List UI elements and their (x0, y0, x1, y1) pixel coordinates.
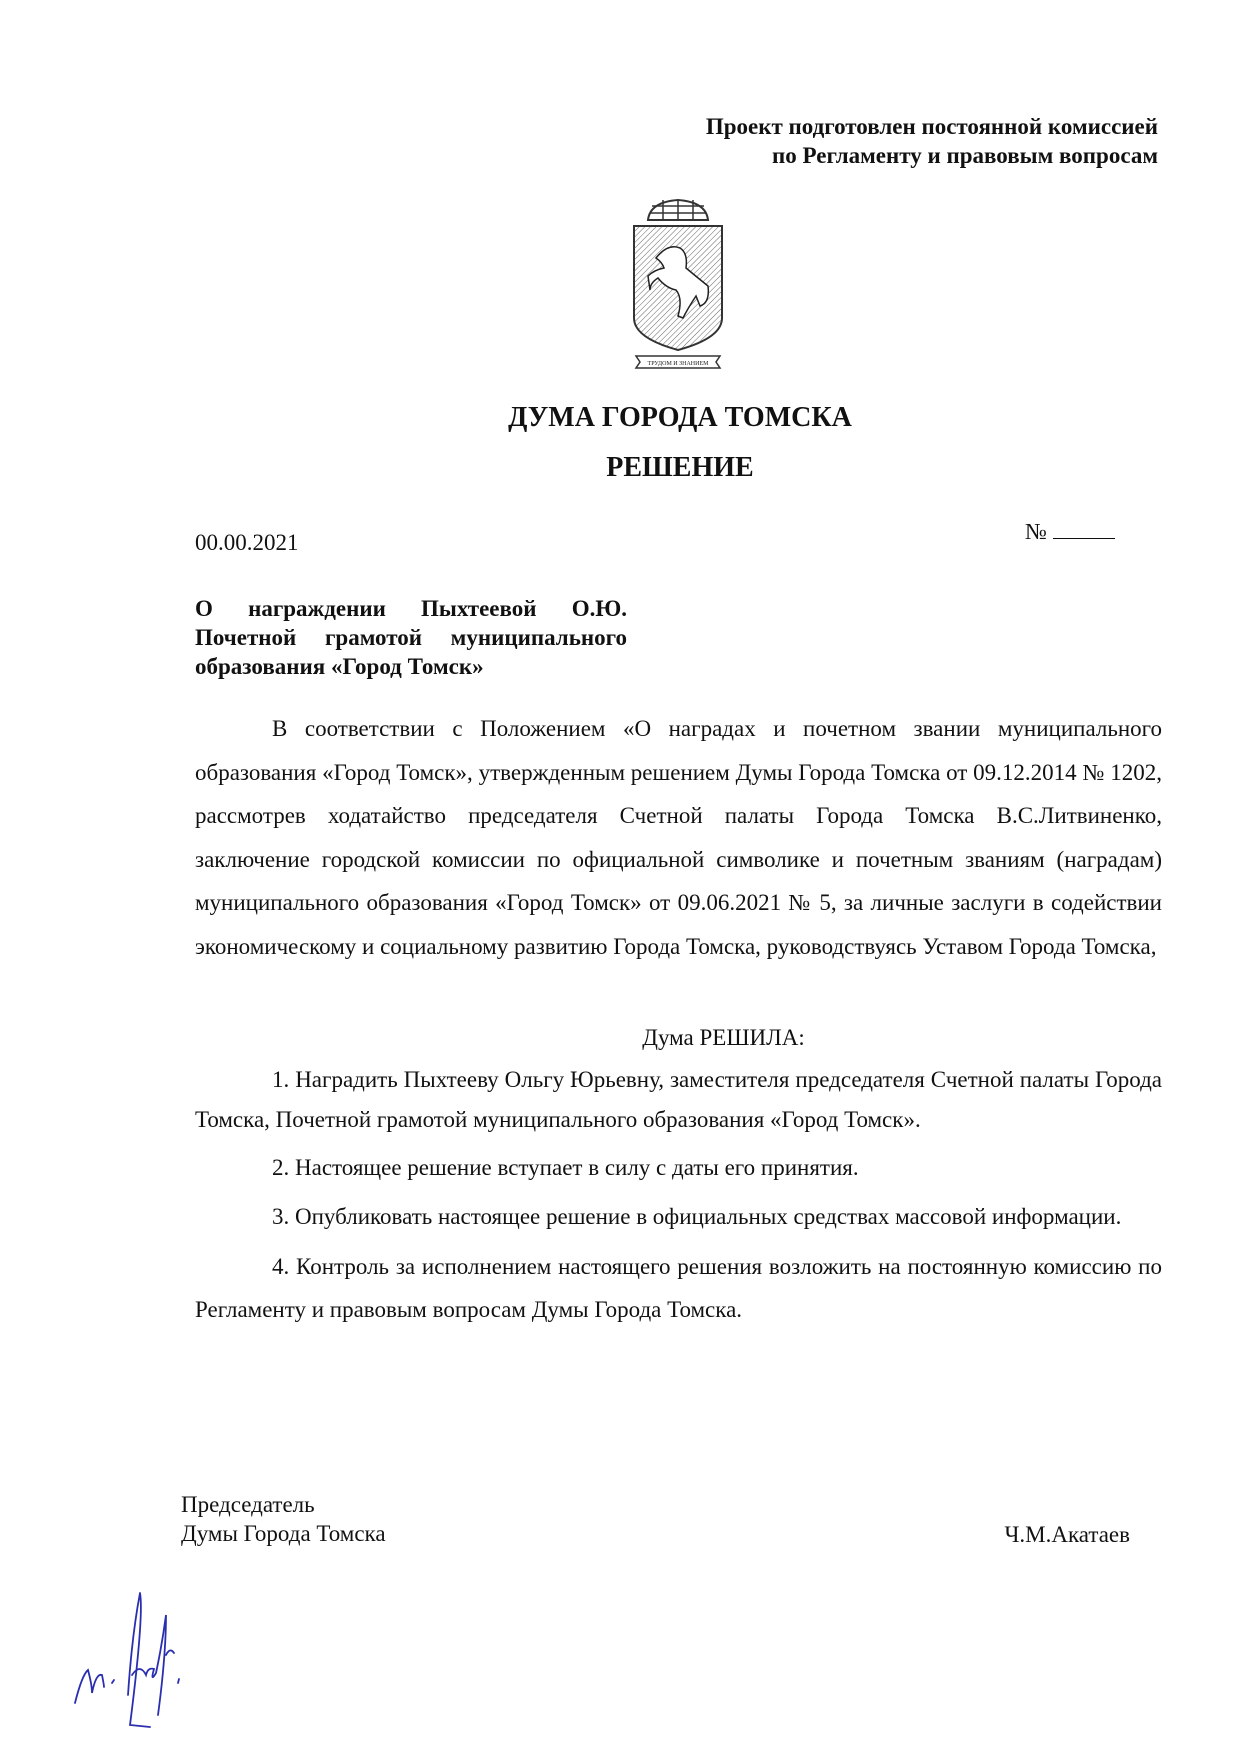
number-label: № (1025, 519, 1047, 544)
decision-item-3: 3. Опубликовать настоящее решение в официальных средствах массовой информации. (272, 1204, 1122, 1229)
decision-subject (195, 594, 627, 681)
crest-ribbon-text: ТРУДОМ И ЗНАНИЕМ (647, 361, 709, 367)
decision-number (1025, 518, 1115, 545)
signatory-name: Ч.М.Акатаев (1004, 1522, 1130, 1547)
signatory-title-line1: Председатель (181, 1492, 315, 1517)
decision-item-2: 2. Настоящее решение вступает в силу с даты его принятия. (272, 1154, 859, 1180)
decision-item-4: 4. Контроль за исполнением настоящего решения возложить на постоянную комиссию по Регламенту и правовым вопросам Думы Города Томска. (195, 1253, 1162, 1322)
signatory-title (181, 1490, 386, 1548)
document-kind: РЕШЕНИЕ (606, 452, 754, 483)
handwritten-signature (70, 1575, 270, 1735)
subject-line2: Почетной грамотой муниципального (195, 625, 627, 650)
decision-heading: Дума РЕШИЛА: (642, 1025, 805, 1050)
prepared-by-line2: по Регламенту и правовым вопросам (771, 143, 1158, 168)
prepared-by-line1: Проект подготовлен постоянной комиссией (705, 114, 1158, 139)
subject-line3: образования «Город Томск» (195, 654, 484, 679)
organization-title: ДУМА ГОРОДА ТОМСКА (508, 402, 852, 433)
prepared-by-note (706, 112, 1158, 170)
signatory-title-line2: Думы Города Томска (181, 1521, 386, 1546)
tomsk-coat-of-arms-icon (628, 198, 728, 372)
decision-date: 00.00.2021 (195, 530, 299, 555)
preamble-paragraph: В соответствии с Положением «О наградах и почетном звании муниципального образования «Город Томск», утвержденным решением Думы Города Томска от 09.12.2014 № 1202, рассмотрев ходатайство председателя Счетной палаты Города Томска В.С.Литвиненко, заключение городской комиссии по официальной символике и почетным званиям (наградам) муниципального образования «Город Томск» от 09.06.2021 № 5, за личные заслуги в содействии экономическому и социальному развитию Города Томска, руководствуясь Уставом Города Томска, (195, 716, 1162, 959)
decision-body (195, 707, 1162, 1338)
subject-line1: О награждении Пыхтеевой О.Ю. (195, 596, 627, 621)
decision-item-1: 1. Наградить Пыхтееву Ольгу Юрьевну, заместителя председателя Счетной палаты Города Томска, Почетной грамотой муниципального образования «Город Томск». (195, 1066, 1162, 1132)
number-blank (1053, 518, 1115, 539)
